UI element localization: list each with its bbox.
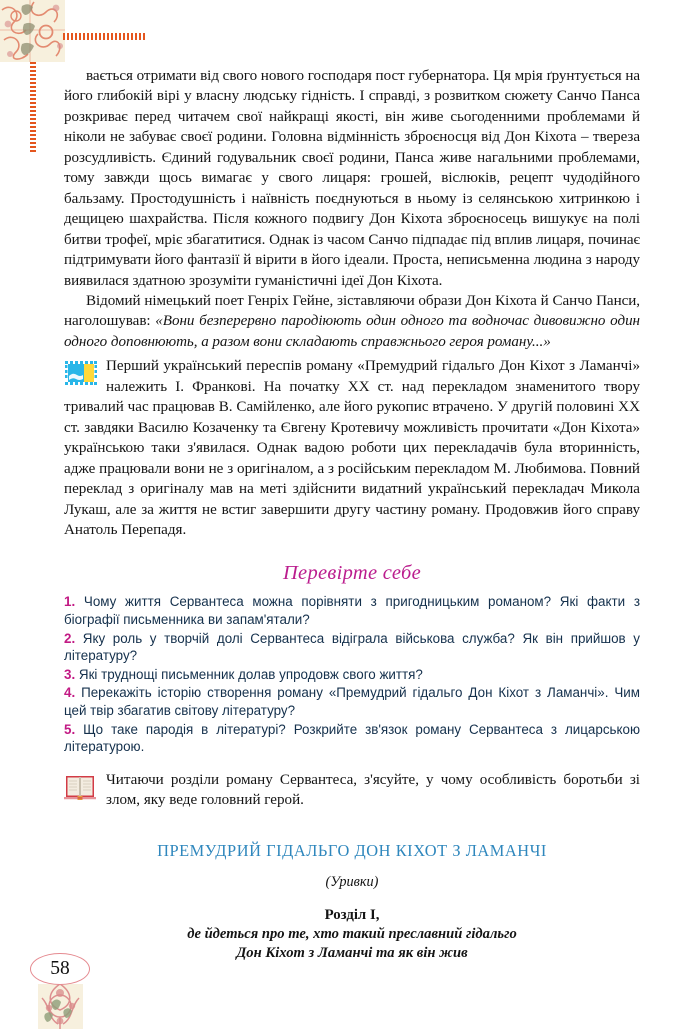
paragraph-sancho: ваєтьcя отримати від свого нового господаря пост губернатора. Ця мрія ґрунтується на його глибокій вірі у власну людську гідність. І справді, з розвитком сюжету Санчо Панса розкриває перед читачем свої найкращі якості, він живе сьогоденними проблемами й ніколи не забуває своєї родини. Головна відмінність зброєносця від Дон Кіхота – твереза розсудливість. Єдиний годувальник своєї родини, Панса живе нагальними проблемами, тому завжди щось вимагає у свого лицаря: грошей, віслюків, рецепт чудодійного бальзаму. Простодушність і наївність поєднуються в ньому із селянською хитринкою і дещицею шахрайства. Після кожного подвигу Дон Кіхота зброєносець вишукує на полі битви трофеї, мріє збагатитися. Однак із часом Санчо підпадає під вплив лицаря, починає підтримувати його фантазії й вірити в його ідеали. Проста, неписьменна людина з народу виявилася здатною зрозуміти гуманістичні ідеї Дон Кіхота. (64, 68, 640, 289)
paragraph-translations (64, 356, 640, 540)
list-item (64, 684, 640, 719)
footer-floral-ornament-icon (38, 984, 83, 1029)
question-text: Чому життя Сервантеса можна порівняти з пригодницьким романом? Які факти з біографії письменника ви запам'ятали? (64, 594, 640, 628)
page-number-badge (30, 953, 92, 987)
side-dashed-rule (30, 62, 36, 154)
question-number: 1. (64, 594, 76, 610)
question-text: Перекажіть історію створення роману «Премудрий гідальго Дон Кіхот з Ламанчі». Чим цей твір збагатив світову літературу? (64, 685, 640, 718)
heine-lead: Відомий німецький поет Генріх Гейне, зіставляючи образи Дон Кіхота й Санчо Панси, наголошував: (64, 292, 640, 330)
header-dashed-rule (63, 33, 146, 40)
chapter-title: Розділ I, (324, 906, 380, 923)
question-number: 3. (64, 666, 76, 682)
question-number: 2. (64, 630, 76, 646)
work-subtitle: (Уривки) (325, 873, 379, 890)
work-title: ПРЕМУДРИЙ ГІДАЛЬГО ДОН КІХОТ З ЛАМАНЧІ (157, 840, 547, 860)
question-text: Які труднощі письменник долав упродовж свого життя? (78, 666, 423, 682)
question-number: 4. (64, 685, 76, 701)
check-yourself-heading: Перевірте себе (282, 562, 422, 585)
question-number: 5. (64, 721, 76, 737)
open-book-icon (64, 772, 96, 802)
translations-text: Перший український переспів роману «Премудрий гідальго Дон Кіхот з Ламанчі» належить І. Франкові. На початку ХХ ст. над перекладом знаменитого твору тривалий час працював В. Самійленко, але його рукопис втрачено. У другій половині ХХ ст. завдяки Василю Козаченку та Євгену Кротевичу можливість прочитати «Дон Кіхота» українською таки з'явилася. Однак вадою роботи цих перекладачів була вторинність, адже працювали вони не з оригіналом, а з російським перекладом М. Любимова. Повний переклад з оригіналу мав на меті здійснити видатний український перекладач Микола Лукаш, але за життя не встиг завершити другу частину роману. Продовжив його справу Анатоль Перепадя. (64, 358, 640, 538)
list-item (64, 666, 640, 684)
questions-list (64, 593, 640, 755)
heine-quote: «Вони безперервно пародіюють один одного та водночас дивовижно один одного доповнюють, а разом вони складають справжнього героя роману...» (64, 313, 640, 350)
list-item (64, 721, 640, 756)
reading-task (64, 770, 640, 811)
chapter-description-line1: де йдеться про те, хто такий преславний гідальго (187, 925, 517, 942)
ukrainian-flag-stamp-icon (64, 360, 98, 386)
page-number: 58 (50, 958, 70, 979)
question-text: Що таке пародія в літературі? Розкрийте зв'язок роману Сервантеса з лицарською літературою. (64, 721, 640, 755)
page-content (64, 66, 640, 963)
reading-task-text: Читаючи розділи роману Сервантеса, з'ясуйте, у чому особливість боротьби зі злом, яку веде головний герой. (106, 771, 640, 809)
floral-ornament-icon (0, 0, 65, 62)
list-item (64, 593, 640, 628)
paragraph-heine (64, 291, 640, 352)
question-text: Яку роль у творчій долі Сервантеса відіграла військова служба? Як він прийшов у літературу? (64, 630, 640, 664)
list-item (64, 630, 640, 665)
chapter-description-line2: Дон Кіхот з Ламанчі та як він жив (236, 945, 468, 962)
